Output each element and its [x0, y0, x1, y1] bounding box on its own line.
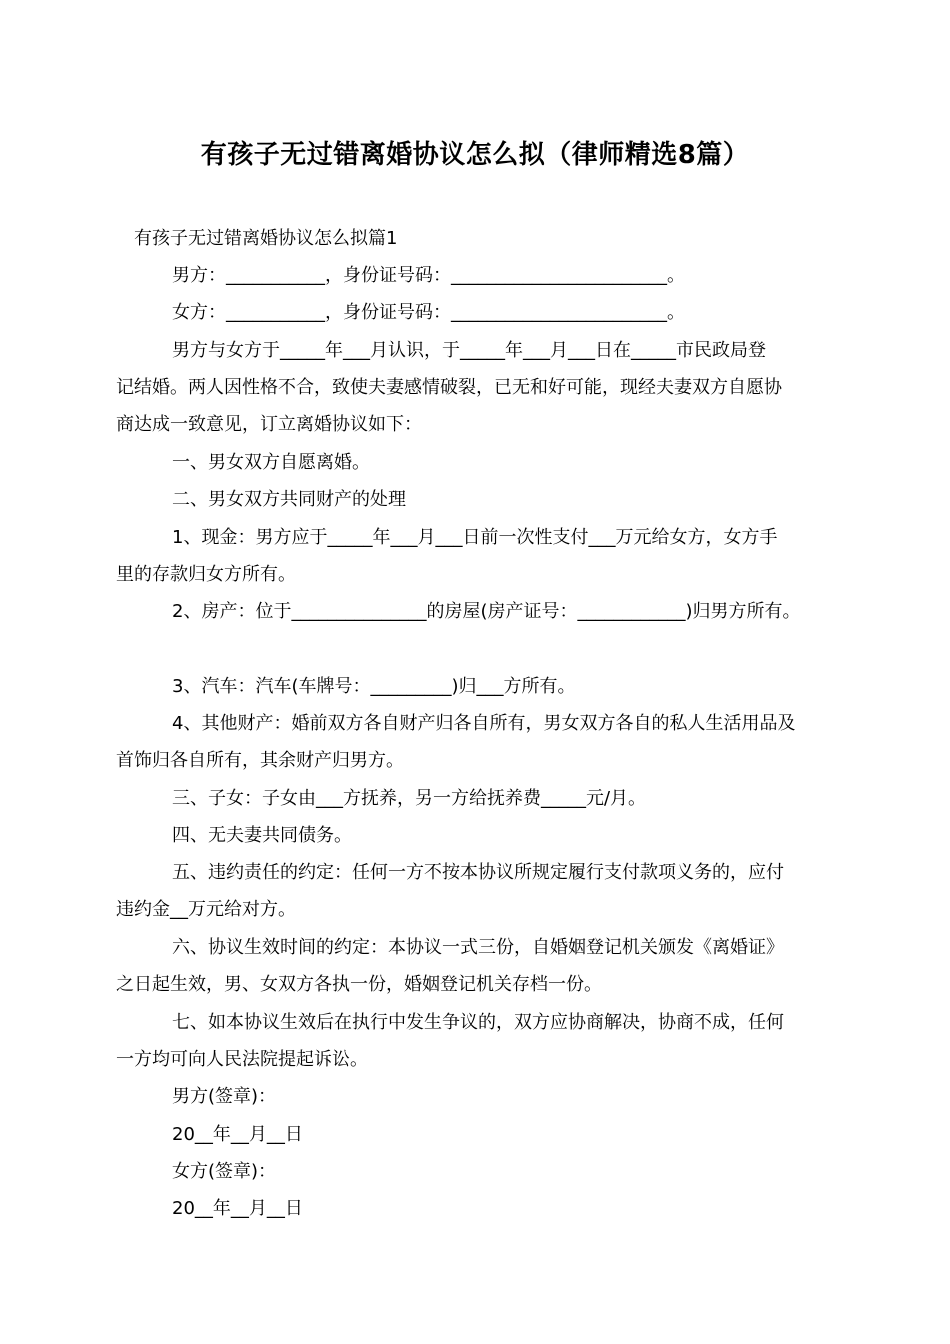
cash-line-1: 1、现金：男方应于_____年___月___日前一次性支付___万元给女方，女方手	[172, 527, 778, 548]
other-property-line-2: 首饰归各自所有，其余财产归男方。	[116, 750, 404, 771]
man-signature-date: 20__年__月__日	[172, 1124, 303, 1145]
man-id-line: 男方：___________，身份证号码：________________________。	[172, 265, 685, 286]
intro-line-3: 商达成一致意见，订立离婚协议如下：	[116, 414, 422, 435]
clause-4: 四、无夫妻共同债务。	[172, 825, 352, 846]
clause-6-line-1: 六、协议生效时间的约定：本协议一式三份，自婚姻登记机关颁发《离婚证》	[172, 937, 784, 958]
cash-line-2: 里的存款归女方所有。	[116, 564, 296, 585]
clause-3: 三、子女：子女由___方抚养，另一方给抚养费_____元/月。	[172, 788, 647, 809]
clause-6-line-2: 之日起生效，男、女双方各执一份，婚姻登记机关存档一份。	[116, 974, 602, 995]
clause-2: 二、男女双方共同财产的处理	[172, 489, 406, 510]
intro-line-2: 记结婚。两人因性格不合，致使夫妻感情破裂，已无和好可能，现经夫妻双方自愿协	[116, 377, 782, 398]
car-line: 3、汽车：汽车(车牌号：_________)归___方所有。	[172, 676, 576, 697]
house-line: 2、房产：位于_______________的房屋(房产证号：____________)归男方所有。	[172, 601, 801, 622]
section-heading: 有孩子无过错离婚协议怎么拟篇1	[134, 228, 398, 249]
document-title: 有孩子无过错离婚协议怎么拟（律师精选8篇）	[200, 140, 750, 170]
woman-id-line: 女方：___________，身份证号码：________________________。	[172, 302, 685, 323]
clause-5-line-1: 五、违约责任的约定：任何一方不按本协议所规定履行支付款项义务的，应付	[172, 862, 784, 883]
clause-7-line-2: 一方均可向人民法院提起诉讼。	[116, 1049, 368, 1070]
other-property-line-1: 4、其他财产：婚前双方各自财产归各自所有，男女双方各自的私人生活用品及	[172, 713, 796, 734]
intro-line-1: 男方与女方于_____年___月认识，于_____年___月___日在_____市民政局登	[172, 340, 766, 361]
clause-5-line-2: 违约金__万元给对方。	[116, 899, 296, 920]
woman-signature-label: 女方(签章)：	[172, 1161, 277, 1182]
woman-signature-date: 20__年__月__日	[172, 1198, 303, 1219]
clause-7-line-1: 七、如本协议生效后在执行中发生争议的，双方应协商解决，协商不成，任何	[172, 1012, 784, 1033]
clause-1: 一、男女双方自愿离婚。	[172, 452, 370, 473]
man-signature-label: 男方(签章)：	[172, 1086, 277, 1107]
